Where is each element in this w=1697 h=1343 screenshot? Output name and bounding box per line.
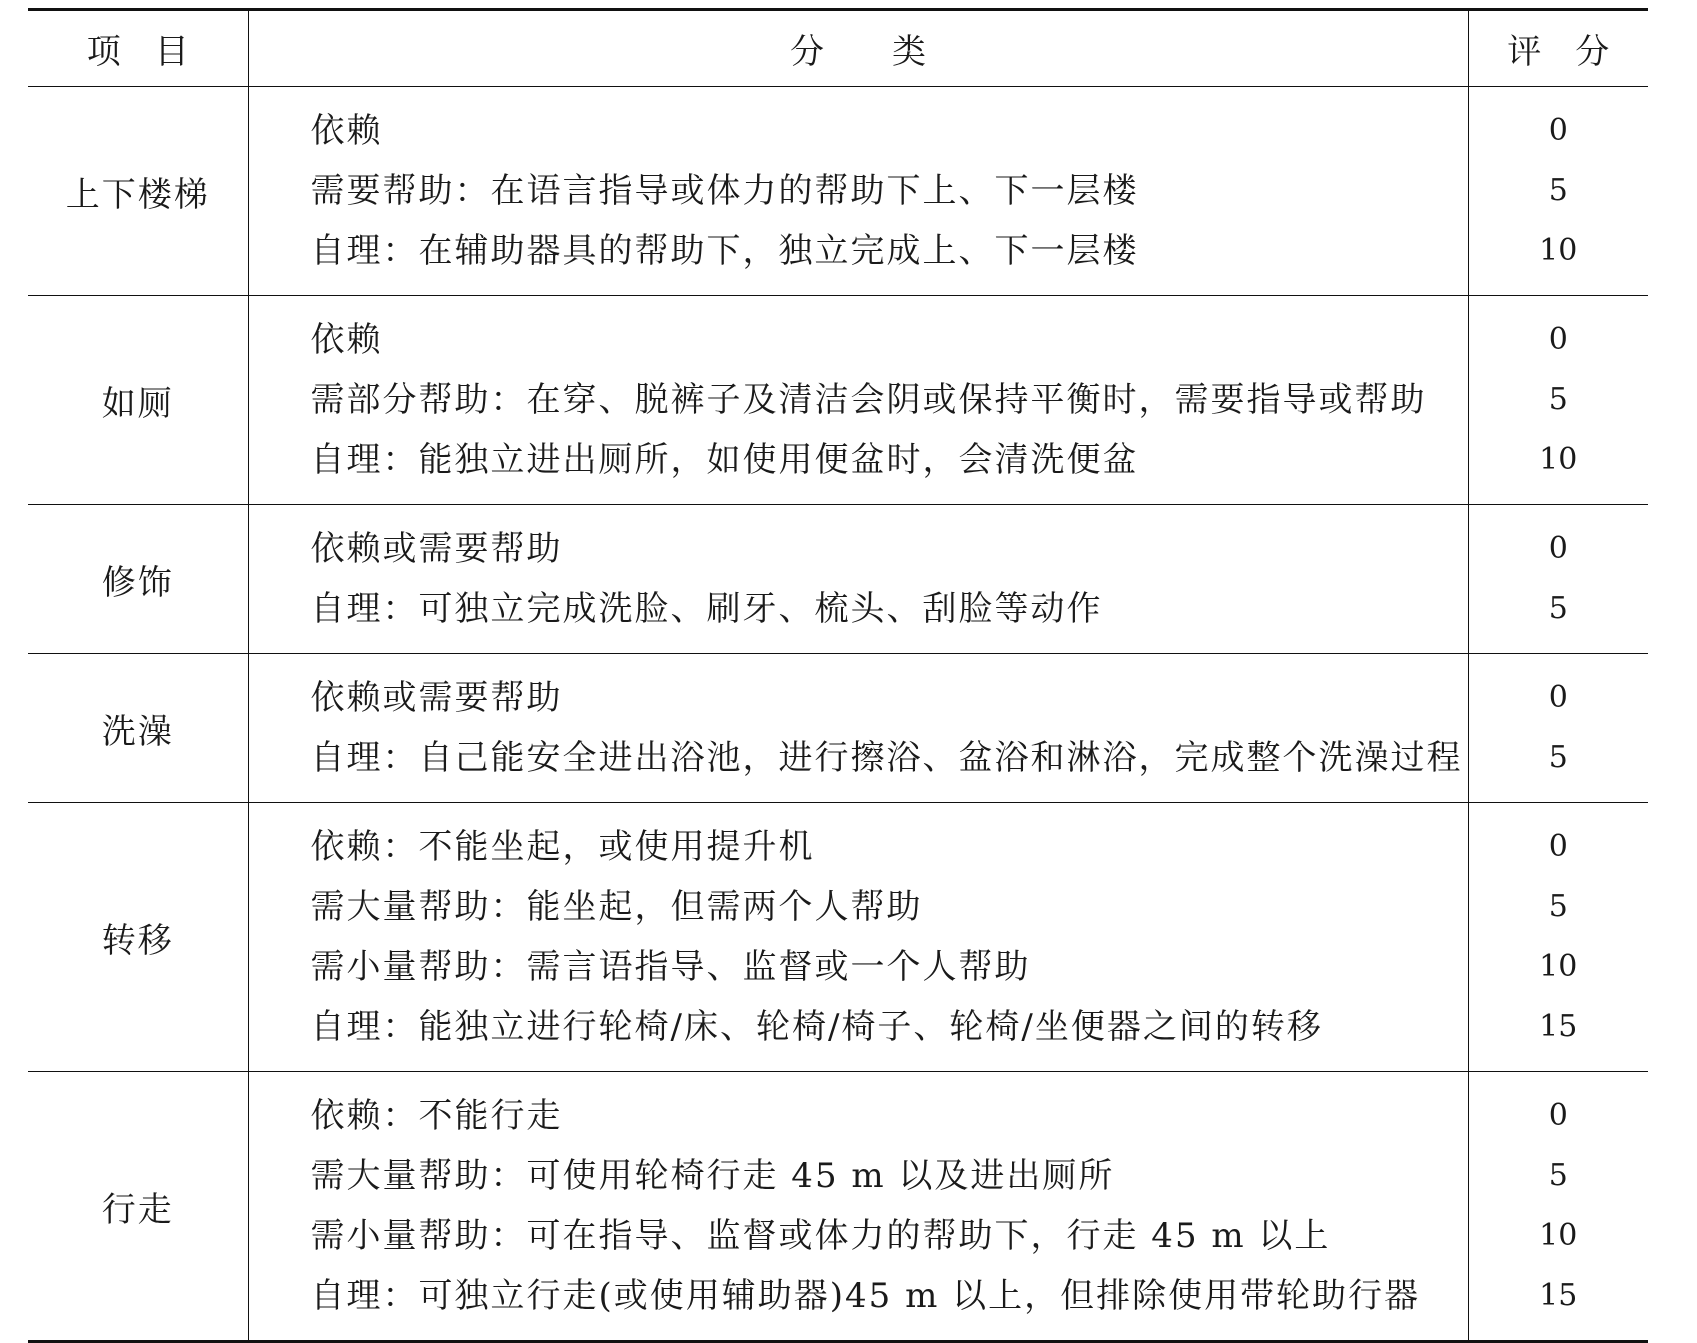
category-text: 依赖 (310, 320, 383, 360)
category-text: 依赖：不能行走 (310, 1096, 563, 1136)
table-row (28, 803, 1648, 1072)
category-text: 依赖或需要帮助 (310, 529, 563, 569)
score-value: 0 (1548, 1098, 1568, 1133)
row-categories (248, 803, 1468, 1072)
row-scores (1468, 505, 1648, 654)
category-text: 依赖或需要帮助 (310, 678, 563, 718)
score-value: 5 (1548, 740, 1568, 775)
category-text: 自理：能独立进出厕所，如使用便盆时，会清洗便盆 (310, 440, 1139, 480)
category-text: 自理：可独立完成洗脸、刷牙、梳头、刮脸等动作 (310, 589, 1103, 629)
header-row (28, 10, 1648, 87)
category-text: 自理：能独立进行轮椅/床、轮椅/椅子、轮椅/坐便器之间的转移 (310, 1007, 1323, 1047)
category-text: 需部分帮助：在穿、脱裤子及清洁会阴或保持平衡时，需要指导或帮助 (310, 380, 1427, 420)
category-text: 需小量帮助：可在指导、监督或体力的帮助下，行走 45 m 以上 (310, 1216, 1331, 1256)
adl-scoring-table (28, 8, 1648, 1343)
table-row (28, 505, 1648, 654)
score-value: 15 (1539, 1009, 1578, 1044)
score-value: 5 (1548, 382, 1568, 417)
score-value: 5 (1548, 1158, 1568, 1193)
table-row (28, 296, 1648, 505)
table-row (28, 1072, 1648, 1342)
header-category: 分 类 (248, 10, 1468, 87)
scoring-table-container (28, 8, 1648, 1343)
score-value: 0 (1548, 531, 1568, 566)
score-value: 5 (1548, 173, 1568, 208)
category-text: 自理：自己能安全进出浴池，进行擦浴、盆浴和淋浴，完成整个洗澡过程 (310, 738, 1463, 778)
score-value: 10 (1539, 233, 1578, 268)
score-value: 10 (1539, 442, 1578, 477)
table-row (28, 87, 1648, 296)
row-scores (1468, 87, 1648, 296)
category-text: 依赖 (310, 111, 383, 151)
score-value: 0 (1548, 829, 1568, 864)
score-value: 10 (1539, 949, 1578, 984)
table-body (28, 87, 1648, 1342)
row-categories (248, 1072, 1468, 1342)
row-categories (248, 296, 1468, 505)
score-value: 5 (1548, 889, 1568, 924)
category-text: 需大量帮助：能坐起，但需两个人帮助 (310, 887, 923, 927)
category-text: 依赖：不能坐起，或使用提升机 (310, 827, 815, 867)
row-item-label: 行走 (28, 1072, 248, 1342)
table-header (28, 10, 1648, 87)
header-score: 评 分 (1468, 10, 1648, 87)
row-item-label: 上下楼梯 (28, 87, 248, 296)
header-item: 项 目 (28, 10, 248, 87)
score-value: 0 (1548, 680, 1568, 715)
row-categories (248, 505, 1468, 654)
score-value: 10 (1539, 1218, 1578, 1253)
row-scores (1468, 654, 1648, 803)
category-text: 需小量帮助：需言语指导、监督或一个人帮助 (310, 947, 1031, 987)
score-value: 5 (1548, 591, 1568, 626)
category-text: 需要帮助：在语言指导或体力的帮助下上、下一层楼 (310, 171, 1139, 211)
row-categories (248, 87, 1468, 296)
category-text: 需大量帮助：可使用轮椅行走 45 m 以及进出厕所 (310, 1156, 1115, 1196)
category-text: 自理：可独立行走(或使用辅助器)45 m 以上，但排除使用带轮助行器 (310, 1276, 1421, 1316)
row-scores (1468, 296, 1648, 505)
row-item-label: 转移 (28, 803, 248, 1072)
table-row (28, 654, 1648, 803)
row-categories (248, 654, 1468, 803)
row-scores (1468, 1072, 1648, 1342)
category-text: 自理：在辅助器具的帮助下，独立完成上、下一层楼 (310, 231, 1139, 271)
row-scores (1468, 803, 1648, 1072)
row-item-label: 如厕 (28, 296, 248, 505)
row-item-label: 修饰 (28, 505, 248, 654)
score-value: 0 (1548, 322, 1568, 357)
row-item-label: 洗澡 (28, 654, 248, 803)
score-value: 15 (1539, 1278, 1578, 1313)
score-value: 0 (1548, 113, 1568, 148)
